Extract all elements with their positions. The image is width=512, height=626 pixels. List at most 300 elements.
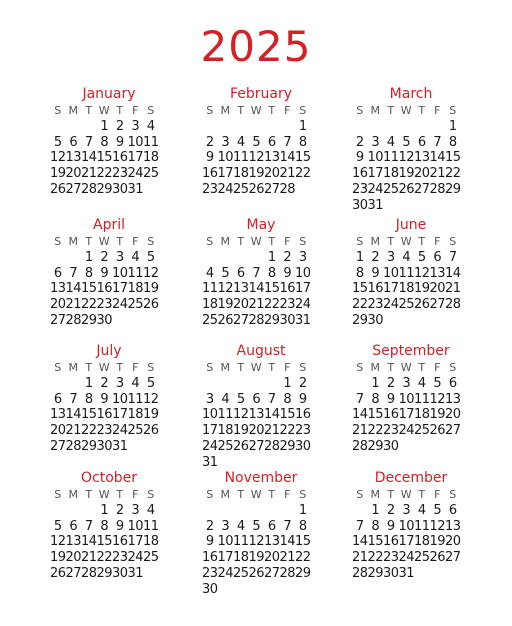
weekday-label: M	[68, 361, 78, 374]
day-cell: 31	[127, 565, 144, 581]
empty-day-cell	[218, 250, 234, 266]
weekday-label: S	[449, 235, 457, 248]
month-name: December	[374, 470, 448, 486]
weekday-label: T	[116, 488, 124, 501]
day-cell: 16	[383, 534, 399, 550]
month-day-grid	[202, 234, 322, 329]
empty-day-cell	[352, 503, 368, 519]
day-cell: 25	[233, 565, 249, 581]
day-cell: 16	[295, 407, 311, 423]
weekday-label: W	[250, 488, 262, 501]
day-cell: 31	[112, 438, 128, 454]
weekday-label: W	[400, 361, 412, 374]
weekday-label: S	[356, 104, 364, 117]
day-cell: 13	[445, 391, 461, 407]
day-cell: 11	[398, 265, 415, 281]
day-cell: 21	[352, 550, 368, 566]
day-cell: 19	[233, 423, 249, 439]
day-cell: 13	[445, 518, 461, 534]
day-cell: 29	[81, 312, 97, 328]
day-cell: 31	[127, 181, 144, 197]
empty-day-cell	[50, 503, 66, 519]
month-name: April	[93, 217, 125, 233]
day-cell: 4	[146, 118, 155, 134]
day-cell: 16	[367, 281, 384, 297]
day-cell: 24	[217, 565, 234, 581]
day-cell: 16	[352, 166, 368, 182]
day-cell: 27	[264, 565, 280, 581]
day-cell: 15	[96, 534, 113, 550]
day-cell: 21	[81, 550, 97, 566]
month-july	[50, 343, 170, 455]
weekday-label: W	[98, 488, 110, 501]
day-cell: 30	[202, 581, 218, 597]
day-cell: 17	[112, 281, 128, 297]
month-day-grid	[50, 487, 170, 582]
day-cell: 27	[50, 438, 66, 454]
day-cell: 25	[414, 550, 430, 566]
day-cell: 29	[264, 312, 280, 328]
weekday-label: T	[85, 104, 93, 117]
weekday-label: F	[132, 104, 139, 117]
day-cell: 2	[205, 134, 214, 150]
day-cell: 28	[279, 181, 296, 197]
empty-day-cell	[233, 250, 249, 266]
day-cell: 5	[221, 265, 230, 281]
empty-day-cell	[399, 119, 415, 135]
day-cell: 5	[433, 502, 442, 518]
day-cell: 13	[50, 407, 66, 423]
day-cell: 9	[205, 534, 214, 550]
day-cell: 29	[367, 565, 384, 581]
day-cell: 6	[69, 518, 78, 534]
day-cell: 21	[352, 423, 368, 439]
day-cell: 27	[445, 423, 461, 439]
month-name: November	[224, 470, 298, 486]
day-cell: 26	[217, 312, 234, 328]
day-cell: 8	[298, 134, 307, 150]
day-cell: 30	[383, 565, 399, 581]
weekday-label: T	[237, 488, 245, 501]
day-cell: 31	[398, 565, 415, 581]
day-cell: 23	[202, 181, 218, 197]
day-cell: 6	[69, 134, 78, 150]
day-cell: 26	[429, 423, 446, 439]
day-cell: 29	[81, 438, 97, 454]
weekday-label: W	[98, 104, 110, 117]
day-cell: 9	[298, 391, 307, 407]
day-cell: 12	[143, 391, 159, 407]
day-cell: 1	[298, 118, 307, 134]
day-cell: 14	[352, 534, 368, 550]
day-cell: 17	[217, 550, 234, 566]
day-cell: 23	[112, 550, 128, 566]
day-cell: 12	[217, 281, 234, 297]
weekday-label: T	[268, 361, 276, 374]
day-cell: 2	[371, 249, 380, 265]
empty-day-cell	[202, 119, 218, 135]
day-cell: 24	[112, 423, 128, 439]
day-cell: 6	[53, 265, 62, 281]
day-cell: 23	[295, 423, 311, 439]
day-cell: 25	[233, 181, 249, 197]
day-cell: 24	[127, 550, 144, 566]
day-cell: 18	[127, 407, 144, 423]
day-cell: 18	[233, 166, 249, 182]
day-cell: 1	[267, 249, 276, 265]
month-december	[352, 470, 472, 582]
empty-day-cell	[233, 376, 249, 392]
empty-day-cell	[50, 376, 66, 392]
empty-day-cell	[249, 250, 265, 266]
day-cell: 25	[202, 312, 218, 328]
day-cell: 6	[267, 134, 276, 150]
day-cell: 12	[429, 518, 446, 534]
day-cell: 15	[295, 150, 311, 166]
day-cell: 29	[96, 565, 113, 581]
day-cell: 18	[383, 166, 399, 182]
day-cell: 19	[414, 281, 430, 297]
day-cell: 5	[252, 518, 261, 534]
day-cell: 18	[143, 150, 159, 166]
month-august	[202, 343, 322, 471]
weekday-label: T	[387, 235, 395, 248]
day-cell: 7	[355, 518, 364, 534]
day-cell: 3	[402, 375, 411, 391]
day-cell: 4	[236, 518, 245, 534]
weekday-label: S	[54, 235, 62, 248]
weekday-label: T	[85, 488, 93, 501]
day-cell: 16	[112, 150, 128, 166]
day-cell: 10	[202, 407, 218, 423]
day-cell: 18	[233, 550, 249, 566]
day-cell: 3	[221, 134, 230, 150]
weekday-label: S	[356, 361, 364, 374]
day-cell: 9	[386, 391, 395, 407]
day-cell: 14	[81, 150, 97, 166]
day-cell: 2	[115, 118, 124, 134]
day-cell: 18	[398, 281, 415, 297]
day-cell: 20	[50, 297, 66, 313]
day-cell: 13	[233, 281, 249, 297]
day-cell: 7	[84, 518, 93, 534]
weekday-label: T	[387, 104, 395, 117]
weekday-label: S	[449, 488, 457, 501]
day-cell: 21	[279, 550, 296, 566]
weekday-label: T	[116, 104, 124, 117]
weekday-label: S	[356, 235, 364, 248]
day-cell: 4	[386, 134, 395, 150]
day-cell: 19	[248, 550, 265, 566]
day-cell: 13	[264, 150, 280, 166]
day-cell: 17	[217, 166, 234, 182]
day-cell: 11	[217, 407, 234, 423]
day-cell: 15	[279, 407, 296, 423]
weekday-label: F	[284, 235, 291, 248]
day-cell: 1	[298, 502, 307, 518]
weekday-label: S	[299, 488, 307, 501]
day-cell: 23	[96, 297, 113, 313]
weekday-label: M	[220, 488, 230, 501]
empty-day-cell	[202, 376, 218, 392]
empty-day-cell	[218, 503, 234, 519]
weekday-label: F	[434, 488, 441, 501]
month-day-grid	[352, 234, 472, 329]
day-cell: 1	[100, 502, 109, 518]
day-cell: 22	[367, 550, 384, 566]
day-cell: 4	[236, 134, 245, 150]
day-cell: 1	[448, 118, 457, 134]
day-cell: 11	[143, 518, 159, 534]
month-name: July	[96, 343, 122, 359]
day-cell: 4	[131, 249, 140, 265]
day-cell: 14	[264, 407, 280, 423]
weekday-label: T	[387, 488, 395, 501]
empty-day-cell	[202, 503, 218, 519]
day-cell: 5	[53, 134, 62, 150]
day-cell: 28	[445, 297, 461, 313]
day-cell: 19	[50, 550, 66, 566]
day-cell: 17	[295, 281, 311, 297]
day-cell: 23	[202, 565, 218, 581]
day-cell: 6	[236, 265, 245, 281]
day-cell: 20	[65, 166, 82, 182]
weekday-label: W	[250, 361, 262, 374]
day-cell: 7	[283, 518, 292, 534]
day-cell: 17	[367, 166, 384, 182]
month-name: January	[82, 86, 136, 102]
day-cell: 10	[295, 265, 311, 281]
day-cell: 27	[264, 181, 280, 197]
weekday-label: F	[284, 361, 291, 374]
month-april	[50, 217, 170, 329]
month-day-grid	[352, 103, 472, 214]
day-cell: 9	[283, 265, 292, 281]
day-cell: 19	[429, 407, 446, 423]
weekday-label: S	[54, 488, 62, 501]
day-cell: 21	[65, 297, 82, 313]
day-cell: 5	[417, 249, 426, 265]
day-cell: 28	[81, 565, 97, 581]
weekday-label: S	[54, 104, 62, 117]
day-cell: 10	[112, 391, 128, 407]
empty-day-cell	[249, 119, 265, 135]
weekday-label: W	[400, 104, 412, 117]
day-cell: 8	[448, 134, 457, 150]
month-september	[352, 343, 472, 455]
day-cell: 10	[127, 134, 144, 150]
day-cell: 10	[127, 518, 144, 534]
day-cell: 24	[217, 181, 234, 197]
day-cell: 28	[352, 565, 368, 581]
empty-day-cell	[50, 250, 66, 266]
empty-day-cell	[264, 119, 280, 135]
day-cell: 21	[248, 297, 265, 313]
day-cell: 21	[279, 166, 296, 182]
day-cell: 12	[398, 150, 415, 166]
weekday-label: M	[370, 104, 380, 117]
day-cell: 4	[146, 502, 155, 518]
weekday-label: S	[206, 488, 214, 501]
day-cell: 8	[355, 265, 364, 281]
day-cell: 4	[131, 375, 140, 391]
day-cell: 2	[100, 375, 109, 391]
day-cell: 8	[100, 518, 109, 534]
day-cell: 10	[217, 534, 234, 550]
day-cell: 13	[50, 281, 66, 297]
day-cell: 2	[386, 375, 395, 391]
day-cell: 7	[448, 249, 457, 265]
day-cell: 3	[386, 249, 395, 265]
month-january	[50, 86, 170, 198]
day-cell: 9	[115, 134, 124, 150]
day-cell: 30	[279, 312, 296, 328]
day-cell: 15	[264, 281, 280, 297]
day-cell: 4	[205, 265, 214, 281]
day-cell: 22	[445, 166, 461, 182]
day-cell: 25	[414, 423, 430, 439]
day-cell: 20	[248, 423, 265, 439]
day-cell: 14	[65, 407, 82, 423]
day-cell: 22	[81, 297, 97, 313]
day-cell: 27	[429, 297, 446, 313]
month-june	[352, 217, 472, 329]
day-cell: 9	[100, 391, 109, 407]
empty-day-cell	[249, 376, 265, 392]
day-cell: 7	[84, 134, 93, 150]
month-march	[352, 86, 472, 214]
empty-day-cell	[218, 376, 234, 392]
day-cell: 5	[53, 518, 62, 534]
day-cell: 22	[352, 297, 368, 313]
day-cell: 28	[264, 438, 280, 454]
month-name: June	[395, 217, 427, 233]
day-cell: 19	[143, 281, 159, 297]
day-cell: 28	[279, 565, 296, 581]
day-cell: 3	[131, 502, 140, 518]
day-cell: 9	[371, 265, 380, 281]
day-cell: 18	[414, 407, 430, 423]
day-cell: 4	[402, 249, 411, 265]
day-cell: 20	[445, 407, 461, 423]
day-cell: 9	[115, 518, 124, 534]
day-cell: 30	[96, 312, 113, 328]
weekday-label: S	[299, 235, 307, 248]
day-cell: 10	[112, 265, 128, 281]
weekday-label: W	[98, 235, 110, 248]
day-cell: 5	[433, 375, 442, 391]
day-cell: 30	[367, 312, 384, 328]
day-cell: 15	[352, 281, 368, 297]
day-cell: 15	[367, 407, 384, 423]
month-day-grid	[50, 103, 170, 198]
day-cell: 12	[429, 391, 446, 407]
weekday-label: T	[268, 104, 276, 117]
day-cell: 10	[398, 391, 415, 407]
day-cell: 11	[202, 281, 218, 297]
weekday-label: T	[268, 235, 276, 248]
day-cell: 31	[367, 197, 384, 213]
day-cell: 16	[383, 407, 399, 423]
weekday-label: F	[132, 235, 139, 248]
day-cell: 22	[295, 550, 311, 566]
day-cell: 6	[53, 391, 62, 407]
weekday-label: W	[250, 235, 262, 248]
day-cell: 22	[81, 423, 97, 439]
day-cell: 30	[112, 565, 128, 581]
day-cell: 13	[65, 534, 82, 550]
weekday-label: T	[116, 235, 124, 248]
weekday-label: T	[85, 361, 93, 374]
day-cell: 21	[81, 166, 97, 182]
day-cell: 16	[96, 407, 113, 423]
weekday-label: S	[206, 361, 214, 374]
day-cell: 13	[65, 150, 82, 166]
weekday-label: T	[418, 235, 426, 248]
day-cell: 2	[355, 134, 364, 150]
day-cell: 2	[115, 502, 124, 518]
weekday-label: W	[400, 488, 412, 501]
day-cell: 24	[127, 166, 144, 182]
day-cell: 20	[233, 297, 249, 313]
day-cell: 30	[112, 181, 128, 197]
day-cell: 4	[417, 502, 426, 518]
day-cell: 15	[96, 150, 113, 166]
weekday-label: W	[250, 104, 262, 117]
day-cell: 25	[217, 438, 234, 454]
day-cell: 14	[279, 534, 296, 550]
day-cell: 24	[295, 297, 311, 313]
day-cell: 6	[267, 518, 276, 534]
day-cell: 8	[267, 265, 276, 281]
weekday-label: M	[370, 361, 380, 374]
weekday-label: T	[418, 104, 426, 117]
day-cell: 17	[383, 281, 399, 297]
empty-day-cell	[430, 119, 446, 135]
day-cell: 22	[295, 166, 311, 182]
day-cell: 1	[84, 375, 93, 391]
day-cell: 15	[81, 281, 97, 297]
day-cell: 29	[367, 438, 384, 454]
month-may	[202, 217, 322, 329]
weekday-label: M	[370, 235, 380, 248]
day-cell: 25	[127, 423, 144, 439]
day-cell: 21	[264, 423, 280, 439]
day-cell: 7	[355, 391, 364, 407]
weekday-label: T	[268, 488, 276, 501]
day-cell: 5	[252, 134, 261, 150]
day-cell: 25	[383, 181, 399, 197]
empty-day-cell	[66, 503, 82, 519]
day-cell: 6	[433, 249, 442, 265]
day-cell: 24	[398, 550, 415, 566]
day-cell: 1	[100, 118, 109, 134]
day-cell: 4	[221, 391, 230, 407]
weekday-label: F	[434, 361, 441, 374]
weekday-label: T	[85, 235, 93, 248]
day-cell: 23	[96, 423, 113, 439]
day-cell: 11	[414, 391, 430, 407]
empty-day-cell	[264, 503, 280, 519]
day-cell: 17	[398, 407, 415, 423]
day-cell: 26	[414, 297, 430, 313]
day-cell: 1	[283, 375, 292, 391]
day-cell: 20	[264, 166, 280, 182]
day-cell: 9	[205, 150, 214, 166]
day-cell: 14	[248, 281, 265, 297]
day-cell: 7	[69, 391, 78, 407]
day-cell: 21	[65, 423, 82, 439]
